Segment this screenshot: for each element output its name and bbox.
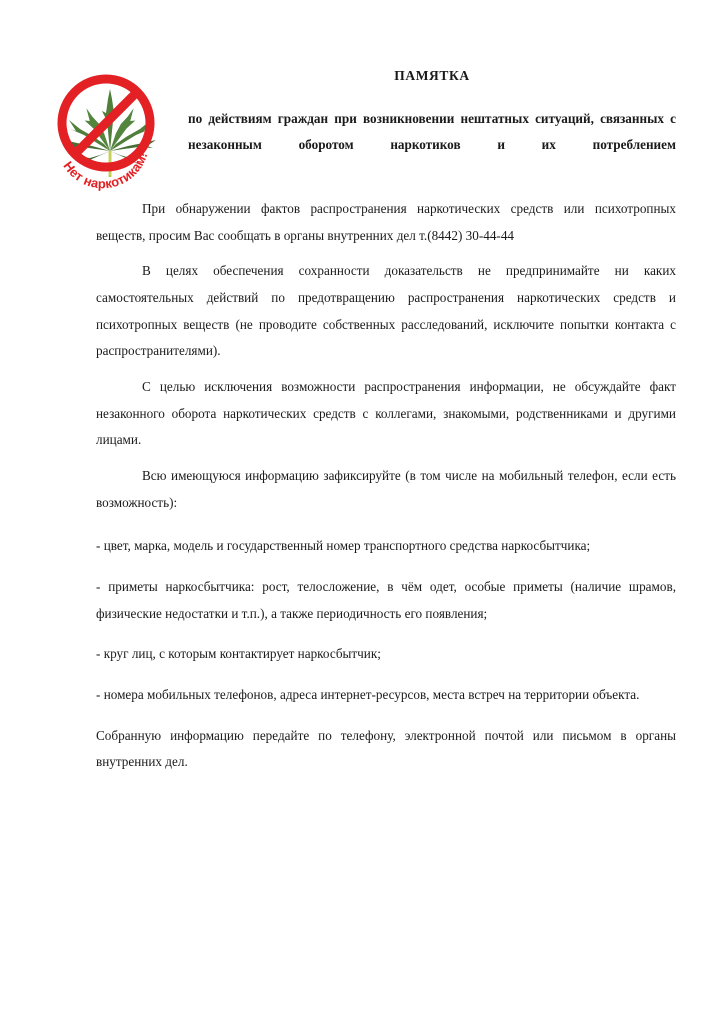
page-subtitle: по действиям граждан при возникновении нештатных ситуаций, связанных с незаконным оборотом наркотиков и их потреблением: [188, 111, 676, 152]
document-header: [188, 68, 676, 158]
document-body: [96, 196, 676, 776]
list-item: - приметы наркосбытчика: рост, телосложение, в чём одет, особые приметы (наличие шрамов, физические недостатки и т.п.), а также периодичность его появления;: [96, 578, 676, 621]
page-title: ПАМЯТКА: [394, 68, 470, 83]
list-item: - круг лиц, с которым контактирует наркосбытчик;: [96, 646, 381, 662]
list-item: - цвет, марка, модель и государственный номер транспортного средства наркосбытчика;: [96, 538, 591, 554]
body-paragraph-2: В целях обеспечения сохранности доказательств не предпринимайте ни каких самостоятельных действий по предотвращению распространения наркотических средств и психотропных веществ (не проводите собственных расследований, исключите попытки контакта с распространителями).: [96, 263, 676, 359]
list-spacer: [96, 525, 676, 533]
body-paragraph-4: Всю имеющуюся информацию зафиксируйте (в том числе на мобильный телефон, если есть возможность):: [96, 467, 676, 510]
logo-slogan-text: Нет наркотикам!: [60, 150, 151, 192]
list-item: - номера мобильных телефонов, адреса интернет-ресурсов, места встреч на территории объекта.: [96, 686, 640, 702]
no-drugs-logo-icon: [36, 55, 186, 195]
body-paragraph-3: С целью исключения возможности распространения информации, не обсуждайте факт незаконного оборота наркотических средств с коллегами, знакомыми, родственниками и другими лицами.: [96, 378, 676, 448]
closing-paragraph: Собранную информацию передайте по телефону, электронной почтой или письмом в органы внутренних дел.: [96, 727, 676, 770]
body-paragraph-1: При обнаружении фактов распространения наркотических средств или психотропных веществ, просим Вас сообщать в органы внутренних дел т.(8442) 30-44-44: [96, 201, 676, 243]
no-drugs-logo: [36, 55, 186, 195]
